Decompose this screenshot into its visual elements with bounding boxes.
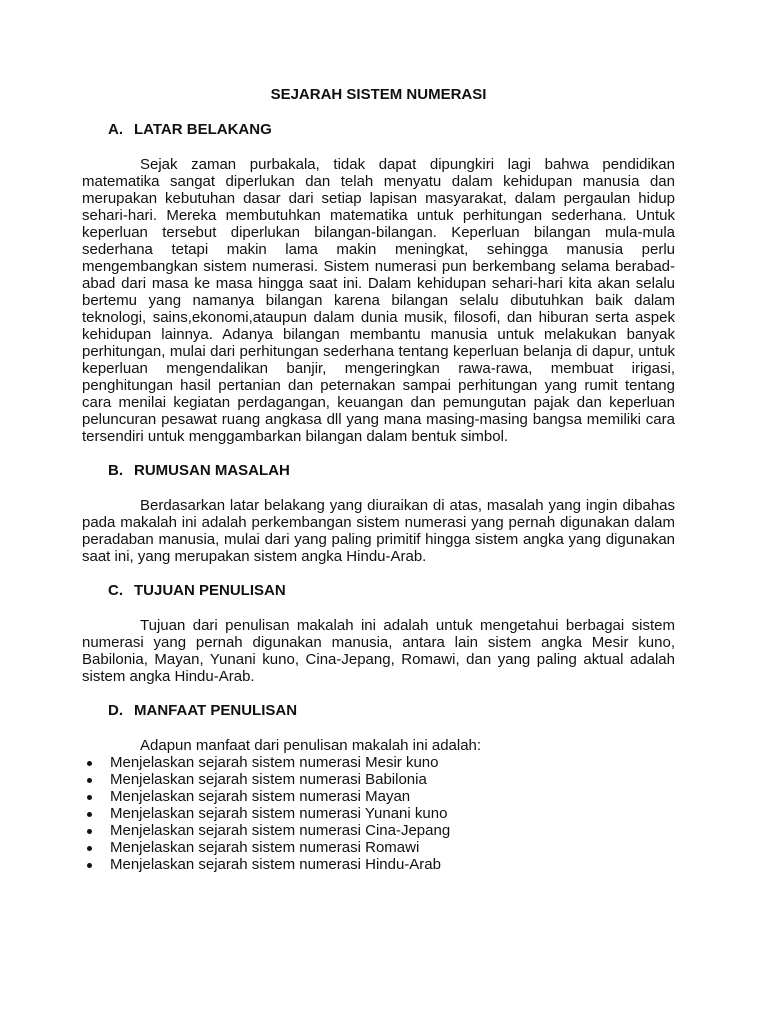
list-item (82, 805, 675, 822)
bullet-icon (87, 795, 92, 800)
section-title: MANFAAT PENULISAN (134, 702, 298, 719)
section-letter: D. (108, 702, 123, 719)
section-heading-latar-belakang (82, 121, 675, 138)
list-item (82, 771, 675, 788)
section-letter: B. (108, 462, 123, 479)
list-item (82, 788, 675, 805)
section-heading-tujuan-penulisan (82, 582, 675, 599)
bullet-icon (87, 846, 92, 851)
section-letter: C. (108, 582, 123, 599)
list-item-text: Menjelaskan sejarah sistem numerasi Mesir kuno (110, 754, 439, 771)
paragraph-tujuan-penulisan: Tujuan dari penulisan makalah ini adalah untuk mengetahui berbagai sistem numerasi yang pernah digunakan manusia, antara lain sistem angka Mesir kuno, Babilonia, Mayan, Yunani kuno, Cina-Jepang, Romawi, dan yang paling aktual adalah sistem angka Hindu-Arab. (82, 617, 675, 685)
list-item-text: Menjelaskan sejarah sistem numerasi Romawi (110, 839, 420, 856)
section-title: LATAR BELAKANG (134, 121, 272, 138)
section-letter: A. (108, 121, 123, 138)
bullet-icon (87, 829, 92, 834)
list-item (82, 839, 675, 856)
list-item-text: Menjelaskan sejarah sistem numerasi Yunani kuno (110, 805, 448, 822)
list-item-text: Menjelaskan sejarah sistem numerasi Mayan (110, 788, 411, 805)
paragraph-latar-belakang: Sejak zaman purbakala, tidak dapat dipungkiri lagi bahwa pendidikan matematika sangat diperlukan dan telah menyatu dalam kehidupan manusia dan merupakan kebutuhan dasar dari setiap lapisan masyarakat, dalam pergaulan hidup sehari-hari. Mereka membutuhkan matematika untuk perhitungan sederhana. Untuk keperluan tersebut diperlukan bilangan-bilangan. Keperluan bilangan mula-mula sederhana tetapi makin lama makin meningkat, sehingga manusia perlu mengembangkan sistem numerasi. Sistem numerasi pun berkembang selama berabad-abad dari masa ke masa hingga saat ini. Dalam kehidupan sehari-hari kita akan selalu bertemu yang namanya bilangan karena bilangan selalu dibutuhkan baik dalam teknologi, sains,ekonomi,ataupun dalam dunia musik, filosofi, dan hiburan serta aspek kehidupan lainnya. Adanya bilangan membantu manusia untuk melakukan banyak perhitungan, mulai dari perhitungan sederhana tentang keperluan belanja di dapur, untuk keperluan mengendalikan banjir, mengeringkan rawa-rawa, membuat irigasi, penghitungan hasil pertanian dan peternakan sampai perhitungan yang rumit tentang cara menilai kegiatan perdagangan, keuangan dan pemungutan pajak dan keperluan peluncuran pesawat ruang angkasa dll yang mana masing-masing bangsa memiliki cara tersendiri untuk menggambarkan bilangan dalam bentuk simbol. (82, 156, 675, 445)
bullet-icon (87, 812, 92, 817)
list-item-text: Menjelaskan sejarah sistem numerasi Babilonia (110, 771, 427, 788)
section-title: RUMUSAN MASALAH (134, 462, 290, 479)
section-title: TUJUAN PENULISAN (134, 582, 286, 599)
paragraph-manfaat-intro: Adapun manfaat dari penulisan makalah ini adalah: (140, 737, 482, 754)
list-item (82, 856, 675, 873)
section-heading-rumusan-masalah (82, 462, 675, 479)
paragraph-rumusan-masalah: Berdasarkan latar belakang yang diuraikan di atas, masalah yang ingin dibahas pada makalah ini adalah perkembangan sistem numerasi yang pernah digunakan dalam peradaban manusia, mulai dari yang paling primitif hingga sistem angka yang digunakan saat ini, yang merupakan sistem angka Hindu-Arab. (82, 497, 675, 565)
bullet-icon (87, 778, 92, 783)
section-heading-manfaat-penulisan (82, 702, 675, 719)
list-item (82, 822, 675, 839)
document-title: SEJARAH SISTEM NUMERASI (270, 86, 487, 103)
list-item-text: Menjelaskan sejarah sistem numerasi Cina-Jepang (110, 822, 451, 839)
bullet-icon (87, 863, 92, 868)
benefit-list (82, 754, 675, 873)
list-item (82, 754, 675, 771)
bullet-icon (87, 761, 92, 766)
list-item-text: Menjelaskan sejarah sistem numerasi Hindu-Arab (110, 856, 441, 873)
